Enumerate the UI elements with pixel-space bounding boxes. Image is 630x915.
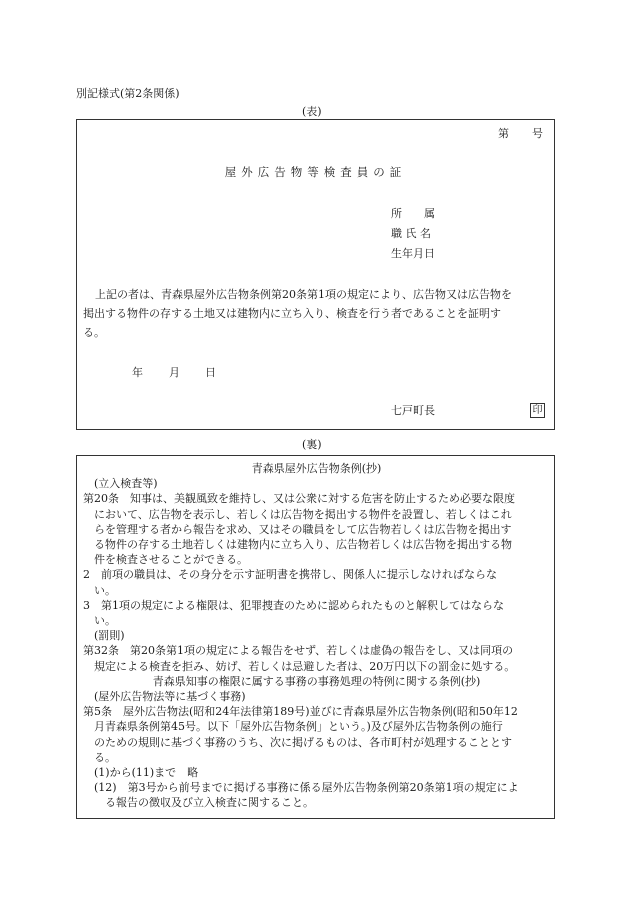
article-20-line-4: る物件の存する土地若しくは建物内に立ち入り、広告物若しくは広告物を掲出する物 [94, 538, 512, 552]
front-heading: (表) [302, 105, 322, 118]
seal-stamp: 印 [530, 403, 545, 418]
item-12-line-2: る報告の徴収及び立入検査に関すること。 [105, 796, 314, 810]
card-title: 屋外広告物等検査員の証 [224, 165, 407, 179]
date-month: 月 [169, 366, 180, 379]
date-day: 日 [205, 366, 216, 379]
number-suffix: 号 [532, 127, 543, 140]
field-affiliation: 所 属 [391, 207, 435, 220]
back-card [76, 455, 555, 819]
issuer-name: 七戸町長 [391, 404, 435, 417]
certification-line-2: 掲出する物件の存する土地又は建物内に立ち入り、検査を行う者であることを証明す [83, 307, 501, 320]
certification-line-1: 上記の者は、青森県屋外広告物条例第20条第1項の規定により、広告物又は広告物を [95, 288, 512, 301]
item-1-11: (1)から(11)まで 略 [94, 766, 199, 780]
article-20-line-5: 件を検査させることができる。 [94, 553, 248, 567]
paragraph-2-line-2: い。 [94, 583, 116, 597]
article-20-line-2: において、広告物を表示し、若しくは広告物を掲出する物件を設置し、若しくはこれ [94, 507, 512, 521]
number-prefix: 第 [498, 127, 509, 140]
article-32-line-1: 第32条 第20条第1項の規定による報告をせず、若しくは虚偽の報告をし、又は同項の [83, 644, 514, 658]
article-20-line-3: らを管理する者から報告を求め、又はその職員をして広告物若しくは広告物を掲出す [94, 522, 512, 536]
back-heading: (裏) [302, 438, 322, 451]
article-5-line-3: のための規則に基づく事務のうち、次に掲げるものは、各市町村が処理することとす [94, 735, 512, 749]
date-year: 年 [132, 366, 143, 379]
certification-line-3: る。 [83, 326, 105, 339]
article-32-line-2: 規定による検査を拒み、妨げ、若しくは忌避した者は、20万円以下の罰金に処する。 [94, 659, 516, 673]
section-heading-affairs: (屋外広告物法等に基づく事務) [94, 690, 246, 704]
section-heading-inspection: (立入検査等) [94, 477, 158, 491]
item-12-line-1: (12) 第3号から前号までに掲げる事務に係る屋外広告物条例第20条第1項の規定によ [94, 781, 519, 795]
section-heading-penalty: (罰則) [94, 629, 125, 643]
back-text [83, 461, 550, 811]
paragraph-3-line-2: い。 [94, 614, 116, 628]
front-card [76, 119, 555, 430]
article-20-line-1: 第20条 知事は、美観風致を維持し、又は公衆に対する危害を防止するため必要な限度 [83, 492, 515, 506]
article-5-line-4: る。 [94, 750, 116, 764]
paragraph-3-line-1: 3 第1項の規定による権限は、犯罪捜査のために認められたものと解釈してはならな [83, 598, 504, 612]
paragraph-2-line-1: 2 前項の職員は、その身分を示す証明書を携帯し、関係人に提示しなければならな [83, 568, 497, 582]
field-name: 職 氏 名 [391, 227, 431, 240]
form-label: 別記様式(第2条関係) [76, 87, 180, 100]
ordinance-title: 青森県屋外広告物条例(抄) [251, 462, 382, 475]
special-ordinance-title: 青森県知事の権限に属する事務の事務処理の特例に関する条例(抄) [152, 674, 481, 688]
field-birthdate: 生年月日 [391, 247, 435, 260]
article-5-line-1: 第5条 屋外広告物法(昭和24年法律第189号)並びに青森県屋外広告物条例(昭和50年12 [83, 705, 518, 719]
article-5-line-2: 月青森県条例第45号。以下「屋外広告物条例」という。)及び屋外広告物条例の施行 [94, 720, 503, 734]
